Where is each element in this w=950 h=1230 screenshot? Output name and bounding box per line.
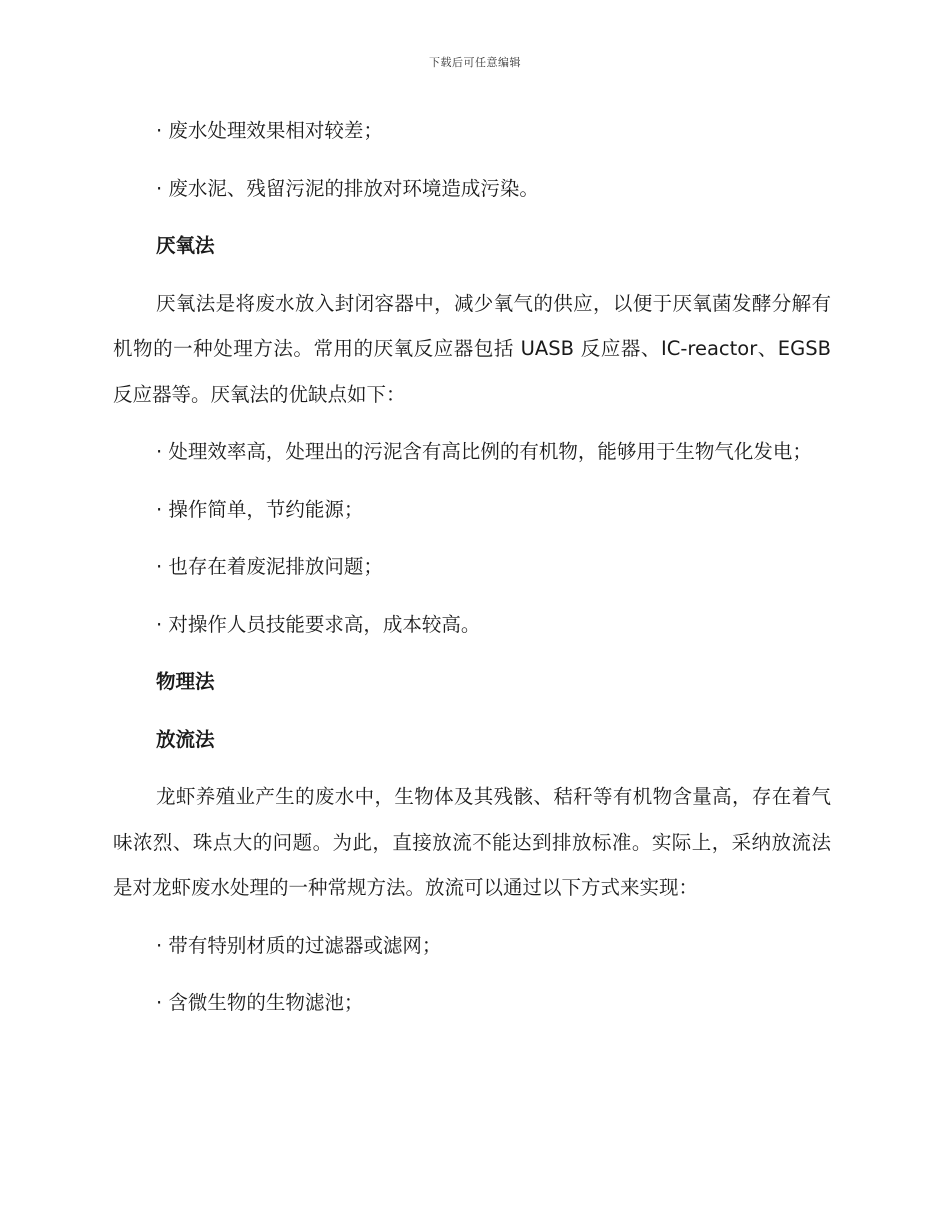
bullet-item: · 也存在着废泥排放问题； [156,555,383,578]
bullet-item: · 处理效率高，处理出的污泥含有高比例的有机物，能够用于生物气化发电； [156,440,812,463]
section-heading: 物理法 [156,670,215,693]
section-heading: 厌氧法 [156,234,215,257]
subsection-heading: 放流法 [156,727,215,751]
document-body [113,108,831,1026]
page-header-note: 下载后可任意编辑 [429,56,521,69]
bullet-item: · 废水泥、残留污泥的排放对环境造成污染。 [156,176,539,200]
bullet-item: · 对操作人员技能要求高，成本较高。 [156,612,481,636]
bullet-item: · 废水处理效果相对较差； [156,119,383,142]
body-paragraph: 厌氧法是将废水放入封闭容器中，减少氧气的供应，以便于厌氧菌发酵分解有机物的一种处理方法。常用的厌氧反应器包括 UASB 反应器、IC-reactor、EGSB 反应器等。厌氧法的优缺点如下： [113,291,831,406]
bullet-item: · 带有特别材质的过滤器或滤网； [156,933,442,957]
bullet-item: · 操作简单，节约能源； [156,497,364,521]
bullet-item: · 含微生物的生物滤池； [156,991,364,1014]
body-paragraph: 龙虾养殖业产生的废水中，生物体及其残骸、秸秆等有机物含量高，存在着气味浓烈、珠点大的问题。为此，直接放流不能达到排放标准。实际上，采纳放流法是对龙虾废水处理的一种常规方法。放流可以通过以下方式来实现： [113,785,831,899]
